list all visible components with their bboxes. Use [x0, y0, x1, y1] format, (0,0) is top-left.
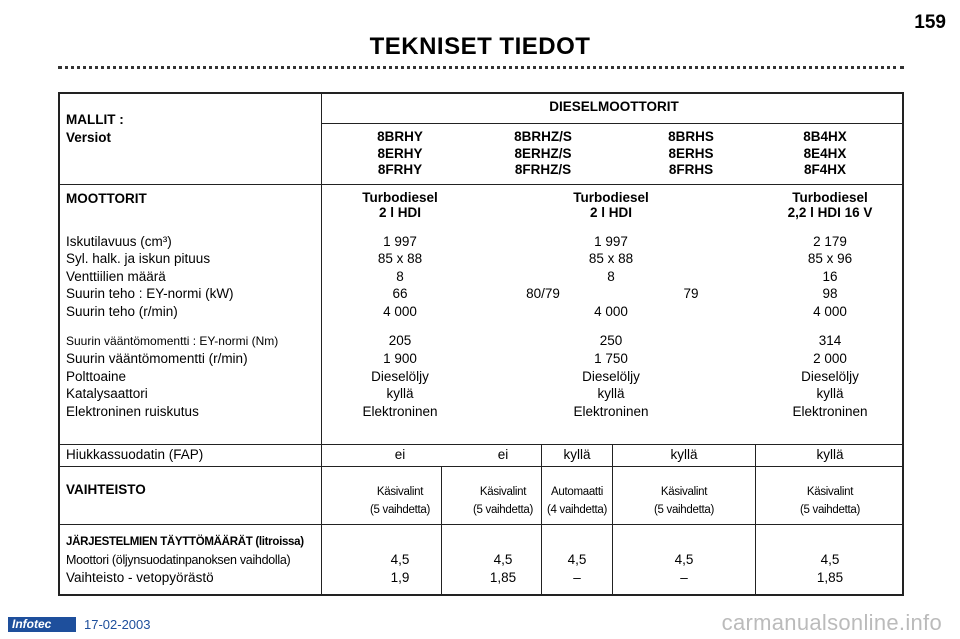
version-col-4: 8B4HX 8E4HX 8F4HX: [803, 129, 847, 177]
spec-label-injection: Elektroninen ruiskutus: [66, 404, 199, 419]
engines-label: MOOTTORIT: [66, 191, 147, 206]
page-number: 159: [914, 12, 946, 33]
gearbox-label: VAIHTEISTO: [66, 482, 146, 497]
spec-value: 4 000: [383, 304, 417, 319]
footer-date: 17-02-2003: [84, 617, 151, 632]
spec-value: Dieselöljy: [801, 369, 859, 384]
gearbox-type: Käsivalint: [660, 486, 708, 498]
col-divider-2: [441, 466, 442, 594]
rule-under-group-header: [321, 123, 902, 124]
capacity-gearbox-value: 1,85: [489, 570, 517, 585]
spec-value: 8: [396, 269, 404, 284]
spec-value: 80/79: [526, 286, 560, 301]
col-divider-5: [755, 444, 756, 594]
spec-value: 1 900: [383, 351, 417, 366]
page-title: TEKNISET TIEDOT: [369, 33, 591, 60]
gearbox-type: Käsivalint: [479, 486, 527, 498]
spec-value: 4 000: [594, 304, 628, 319]
spec-label-max-torque-nm: Suurin vääntömomentti : EY-normi (Nm): [66, 334, 279, 348]
fap-label: Hiukkassuodatin (FAP): [66, 447, 204, 462]
fap-value: kyllä: [816, 447, 844, 462]
fap-value: kyllä: [670, 447, 698, 462]
capacity-engine-value: 4,5: [820, 552, 840, 567]
spec-value: Elektroninen: [792, 404, 868, 419]
capacity-engine-value: 4,5: [567, 552, 587, 567]
spec-label-displacement: Iskutilavuus (cm³): [66, 234, 172, 249]
versions-label: Versiot: [66, 130, 112, 145]
models-label: MALLIT :: [66, 112, 124, 127]
engine-type-3: Turbodiesel 2,2 l HDI 16 V: [787, 190, 873, 220]
spec-value: 2 179: [813, 234, 847, 249]
capacities-engine-label: Moottori (öljynsuodatinpanoksen vaihdolla): [66, 553, 291, 567]
fap-value: kyllä: [563, 447, 591, 462]
gearbox-type: Käsivalint: [806, 486, 854, 498]
rule-under-versions: [60, 184, 902, 185]
watermark: carmanualsonline.info: [721, 610, 942, 635]
spec-value: Elektroninen: [573, 404, 649, 419]
infotec-logo: Infotec: [8, 617, 76, 632]
spec-value: 1 750: [594, 351, 628, 366]
spec-value: 66: [392, 286, 408, 301]
rule-above-fap: [60, 444, 902, 445]
version-col-3: 8BRHS 8ERHS 8FRHS: [668, 129, 714, 177]
col-divider-3: [541, 444, 542, 594]
spec-value: 2 000: [813, 351, 847, 366]
spec-value: 85 x 96: [807, 251, 853, 266]
version-col-1: 8BRHY 8ERHY 8FRHY: [377, 129, 423, 177]
spec-label-valves: Venttiilien määrä: [66, 269, 166, 284]
rule-above-gearbox: [60, 466, 902, 467]
spec-label-max-torque-rpm: Suurin vääntömomentti (r/min): [66, 351, 248, 366]
spec-label-catalyst: Katalysaattori: [66, 386, 148, 401]
capacity-gearbox-value: –: [680, 570, 688, 585]
capacity-gearbox-value: 1,85: [816, 570, 844, 585]
spec-value: Elektroninen: [362, 404, 438, 419]
spec-label-max-power-kw: Suurin teho : EY-normi (kW): [66, 286, 234, 301]
spec-value: 16: [822, 269, 838, 284]
spec-value: 79: [683, 286, 699, 301]
gearbox-gears: (5 vaihdetta): [369, 504, 431, 516]
spec-value: 98: [822, 286, 838, 301]
gearbox-gears: (4 vaihdetta): [546, 504, 608, 516]
capacity-engine-value: 4,5: [674, 552, 694, 567]
capacities-header: JÄRJESTELMIEN TÄYTTÖMÄÄRÄT (litroissa): [66, 536, 304, 548]
spec-value: kyllä: [597, 386, 625, 401]
gearbox-gears: (5 vaihdetta): [653, 504, 715, 516]
col-divider-label: [321, 94, 322, 594]
capacities-gearbox-label: Vaihteisto - vetopyörästö: [66, 570, 214, 585]
capacity-engine-value: 4,5: [390, 552, 410, 567]
spec-label-bore-stroke: Syl. halk. ja iskun pituus: [66, 251, 211, 266]
engine-type-2: Turbodiesel 2 l HDI: [573, 190, 649, 220]
spec-value: 8: [607, 269, 615, 284]
spec-value: 314: [818, 333, 842, 348]
gearbox-type: Käsivalint: [376, 486, 424, 498]
capacity-engine-value: 4,5: [493, 552, 513, 567]
spec-value: 1 997: [383, 234, 417, 249]
spec-label-fuel: Polttoaine: [66, 369, 127, 384]
spec-value: Dieselöljy: [582, 369, 640, 384]
version-col-2: 8BRHZ/S 8ERHZ/S 8FRHZ/S: [514, 129, 572, 177]
spec-value: kyllä: [386, 386, 414, 401]
spec-value: 4 000: [813, 304, 847, 319]
dotted-rule: [58, 66, 904, 69]
engine-group-header: DIESELMOOTTORIT: [549, 99, 679, 114]
rule-above-capacities: [60, 524, 902, 525]
engine-type-1: Turbodiesel 2 l HDI: [362, 190, 438, 220]
spec-value: 85 x 88: [377, 251, 423, 266]
spec-value: 85 x 88: [588, 251, 634, 266]
capacity-gearbox-value: –: [573, 570, 581, 585]
gearbox-gears: (5 vaihdetta): [799, 504, 861, 516]
spec-value: 250: [599, 333, 623, 348]
fap-value: ei: [497, 447, 509, 462]
spec-label-max-power-rpm: Suurin teho (r/min): [66, 304, 178, 319]
gearbox-type: Automaatti: [551, 486, 603, 498]
spec-table: [58, 92, 904, 596]
spec-value: Dieselöljy: [371, 369, 429, 384]
spec-value: 205: [388, 333, 412, 348]
capacity-gearbox-value: 1,9: [390, 570, 410, 585]
fap-value: ei: [394, 447, 406, 462]
col-divider-4: [612, 444, 613, 594]
gearbox-gears: (5 vaihdetta): [472, 504, 534, 516]
spec-value: 1 997: [594, 234, 628, 249]
spec-value: kyllä: [816, 386, 844, 401]
